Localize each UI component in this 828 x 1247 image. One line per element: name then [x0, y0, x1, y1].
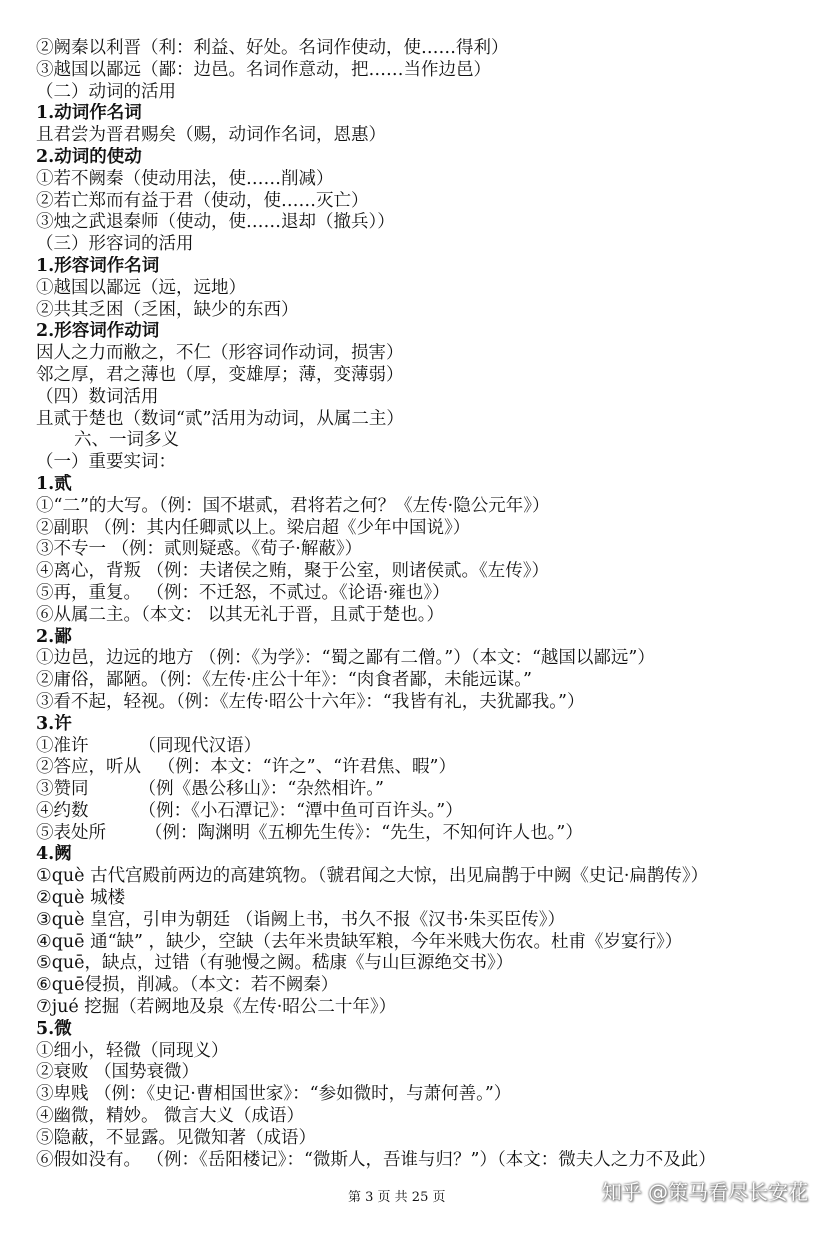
section-heading: 3.许 — [36, 713, 72, 734]
zhihu-watermark: 知乎 @策马看尽长安花 — [601, 1180, 808, 1204]
section-heading: 2.鄙 — [36, 626, 72, 647]
document-body — [36, 38, 816, 1171]
section-heading: 1.动词作名词 — [36, 103, 142, 124]
text-line: ⑤再，重复。 （例：不迁怒，不贰过。《论语·雍也》） — [36, 582, 450, 603]
text-line: ⑤隐蔽，不显露。见微知著（成语） — [36, 1127, 316, 1148]
text-line: （四）数词活用 — [36, 386, 159, 407]
text-line: （三）形容词的活用 — [36, 234, 194, 255]
text-line: ③越国以鄙远（鄙：边邑。名词作意动，把……当作边邑） — [36, 59, 491, 80]
text-line: ①准许 （同现代汉语） — [36, 735, 262, 756]
text-line: ④quē 通“缺” ，缺少，空缺（去年米贵缺军粮，今年米贱大伤农。杜甫《岁宴行》） — [36, 931, 683, 952]
text-line: ④约数 （例：《小石潭记》：“潭中鱼可百许头。”） — [36, 800, 463, 821]
section-heading: 4.阙 — [36, 844, 72, 865]
text-line: ⑦jué 挖掘（若阙地及泉《左传·昭公二十年》） — [36, 997, 397, 1018]
text-line: ⑤表处所 （例：陶渊明《五柳先生传》：“先生，不知何许人也。”） — [36, 822, 583, 843]
section-heading: 2.动词的使动 — [36, 146, 142, 167]
section-heading: 1.贰 — [36, 473, 72, 494]
text-line: ②副职 （例：其内任卿贰以上。梁启超《少年中国说》） — [36, 517, 471, 538]
text-line: ①“二”的大写。（例：国不堪贰，君将若之何？《左传·隐公元年》） — [36, 495, 550, 516]
text-line: ⑥quē侵损，削减。（本文：若不阙秦） — [36, 975, 339, 996]
text-line: ③què 皇宫，引申为朝廷 （诣阙上书，书久不报《汉书·朱买臣传》） — [36, 909, 565, 930]
text-line: ①què 古代宫殿前两边的高建筑物。（虢君闻之大惊，出见扁鹊于中阙《史记·扁鹊传》） — [36, 866, 709, 887]
text-line: ③烛之武退秦师（使动，使……退却（撤兵）） — [36, 212, 395, 233]
text-line: ②阙秦以利晋（利：利益、好处。名词作使动，使……得利） — [36, 38, 509, 58]
text-line: ③卑贱 （例：《史记·曹相国世家》：“参如微时，与萧何善。”） — [36, 1084, 512, 1105]
text-line: ①细小，轻微（同现义） — [36, 1040, 229, 1061]
page-number: 第 3 页 共 25 页 — [348, 1190, 446, 1205]
text-line: ②què 城楼 — [36, 888, 126, 909]
text-line: ④离心，背叛 （例：夫诸侯之贿，聚于公室，则诸侯贰。《左传》） — [36, 561, 550, 582]
text-line: 且贰于楚也（数词“贰”活用为动词，从属二主） — [36, 408, 404, 429]
text-line: ①边邑，边远的地方 （例：《为学》：“蜀之鄙有二僧。”）（本文：“越国以鄙远”） — [36, 648, 655, 669]
text-line: ②若亡郑而有益于君（使动，使……灭亡） — [36, 190, 369, 211]
text-line: ②答应，听从 （例：本文：“许之”、“许君焦、暇”） — [36, 757, 456, 778]
section-heading: 1.形容词作名词 — [36, 255, 160, 276]
text-line: ②衰败 （国势衰微） — [36, 1062, 200, 1083]
text-line: （二）动词的活用 — [36, 81, 176, 102]
text-line: 因人之力而敝之，不仁（形容词作动词，损害） — [36, 343, 404, 364]
text-line: 六、一词多义 — [74, 430, 179, 451]
text-line: ③看不起，轻视。（例：《左传·昭公十六年》：“我皆有礼，夫犹鄙我。”） — [36, 691, 585, 712]
text-line: ①越国以鄙远（远，远地） — [36, 277, 246, 298]
text-line: ⑤quē，缺点，过错（有驰慢之阙。嵇康《与山巨源绝交书》） — [36, 953, 514, 974]
section-heading: 2.形容词作动词 — [36, 321, 160, 342]
text-line: ②庸俗，鄙陋。（例：《左传·庄公十年》：“肉食者鄙，未能远谋。” — [36, 670, 532, 691]
text-line: 邻之厚，君之薄也（厚，变雄厚；薄，变薄弱） — [36, 364, 404, 385]
text-line: ③不专一 （例：贰则疑惑。《荀子·解蔽》） — [36, 539, 363, 560]
text-line: （一）重要实词： — [36, 452, 176, 473]
text-line: ④幽微，精妙。 微言大义（成语） — [36, 1106, 305, 1127]
section-heading: 5.微 — [36, 1018, 72, 1039]
text-line: ⑥假如没有。 （例：《岳阳楼记》：“微斯人，吾谁与归？”）（本文：微夫人之力不及此） — [36, 1149, 716, 1170]
text-line: 且君尝为晋君赐矣（赐，动词作名词，恩惠） — [36, 125, 386, 146]
text-line: ③赞同 （例《愚公移山》：“杂然相许。” — [36, 779, 384, 800]
text-line: ②共其乏困（乏困，缺少的东西） — [36, 299, 299, 320]
text-line: ⑥从属二主。（本文： 以其无礼于晋，且贰于楚也。） — [36, 604, 445, 625]
text-line: ①若不阙秦（使动用法，使……削减） — [36, 168, 334, 189]
